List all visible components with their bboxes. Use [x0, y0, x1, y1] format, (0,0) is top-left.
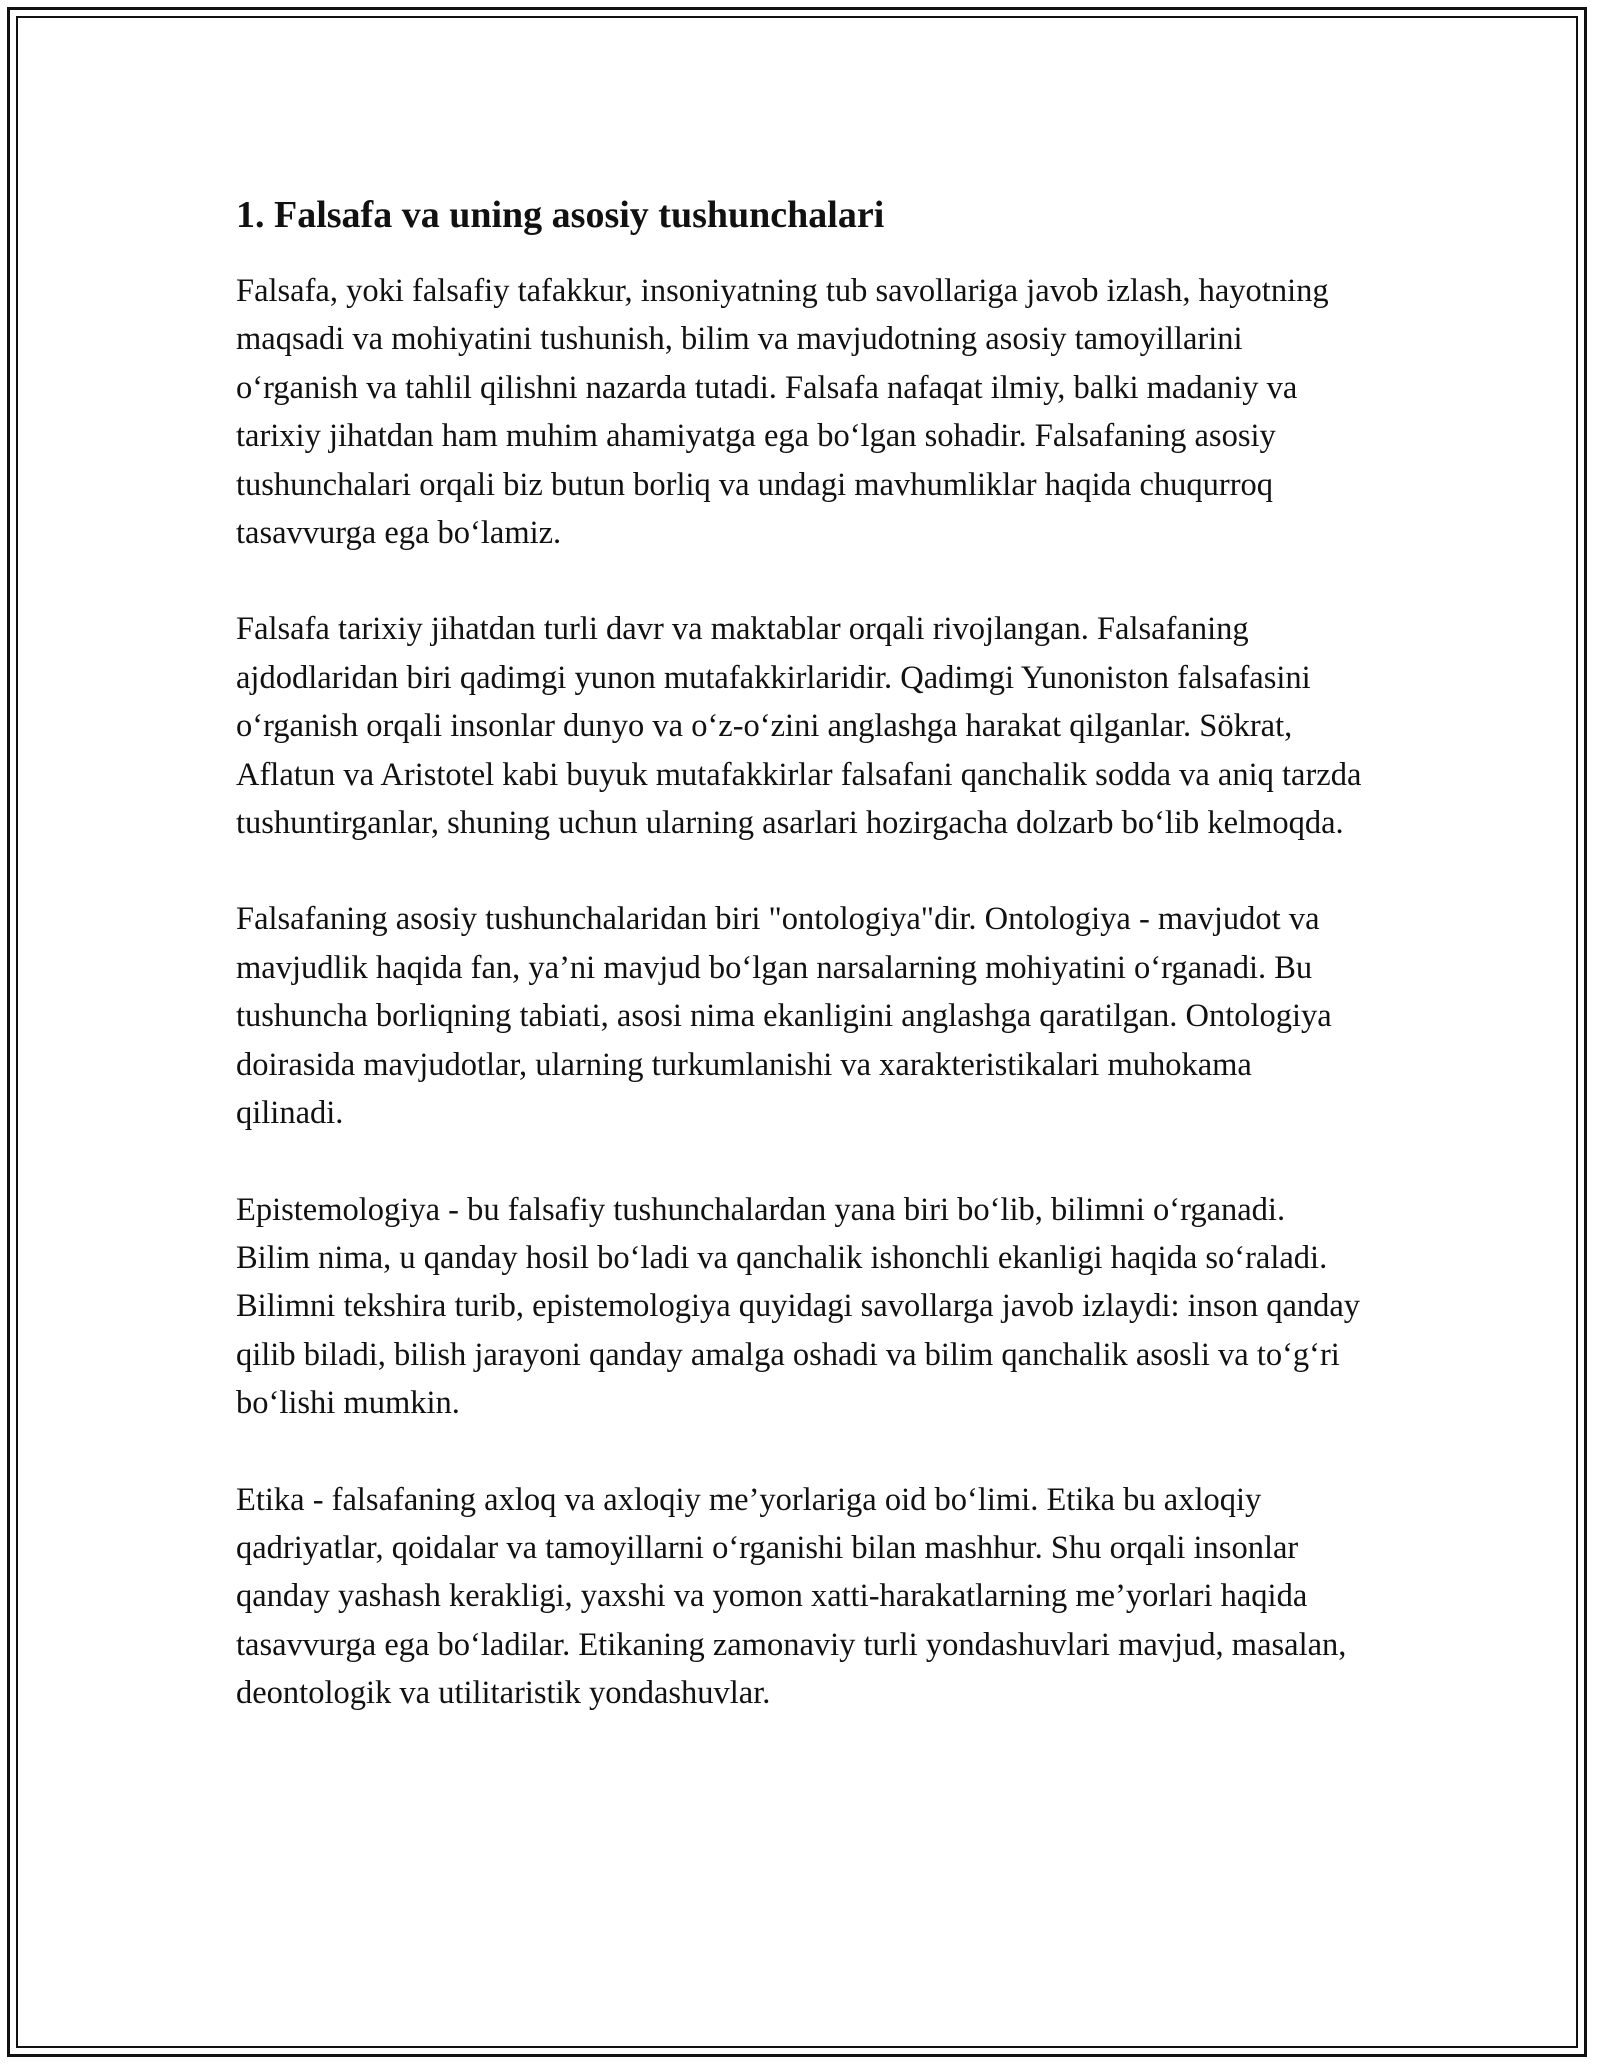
paragraph-introduction: Falsafa, yoki falsafiy tafakkur, insoniyatning tub savollariga javob izlash, hayotning maqsadi va mohiyatini tushunish, bilim va mavjudotning asosiy tamoyillarini o‘rganish va tahlil qilishni nazarda tutadi. Falsafa nafaqat ilmiy, balki madaniy va tarixiy jihatdan ham muhim ahamiyatga ega bo‘lgan sohadir. Falsafaning asosiy tushunchalari orqali biz butun borliq va undagi mavhumliklar haqida chuqurroq tasavvurga ega bo‘lamiz. — [236, 273, 1329, 552]
paragraph-epistemology: Epistemologiya - bu falsafiy tushunchalardan yana biri bo‘lib, bilimni o‘rganadi. Bilim nima, u qanday hosil bo‘ladi va qanchalik ishonchli ekanligi haqida so‘raladi. Bilimni tekshira turib, epistemologiya quyidagi savollarga javob izlaydi: inson qanday qilib biladi, bilish jarayoni qanday amalga oshadi va bilim qanchalik asosli va to‘g‘ri bo‘lishi mumkin. — [236, 1191, 1361, 1422]
paragraph-ontology: Falsafaning asosiy tushunchalaridan biri "ontologiya"dir. Ontologiya - mavjudot va mavjudlik haqida fan, ya’ni mavjud bo‘lgan narsalarning mohiyatini o‘rganadi. Bu tushuncha borliqning tabiati, asosi nima ekanligini anglashga qaratilgan. Ontologiya doirasida mavjudotlar, ularning turkumlanishi va xarakteristikalari muhokama qilinadi. — [236, 901, 1332, 1132]
paragraph-ethics: Etika - falsafaning axloq va axloqiy me’yorlariga oid bo‘limi. Etika bu axloqiy qadriyatlar, qoidalar va tamoyillarni o‘rganishi bilan mashhur. Shu orqali insonlar qanday yashash kerakligi, yaxshi va yomon xatti-harakatlarning me’yorlari haqida tasavvurga ega bo‘ladilar. Etikaning zamonaviy turli yondashuvlari mavjud, masalan, deontologik va utilitaristik yondashuvlar. — [236, 1481, 1347, 1712]
paragraph-history: Falsafa tarixiy jihatdan turli davr va maktablar orqali rivojlangan. Falsafaning ajdodlaridan biri qadimgi yunon mutafakkirlaridir. Qadimgi Yunoniston falsafasini o‘rganish orqali insonlar dunyo va o‘z-o‘zini anglashga harakat qilganlar. Sökrat, Aflatun va Aristotel kabi buyuk mutafakkirlar falsafani qanchalik sodda va aniq tarzda tushuntirganlar, shuning uchun ularning asarlari hozirgacha dolzarb bo‘lib kelmoqda. — [236, 611, 1362, 842]
document-body — [236, 185, 1366, 1718]
section-heading: 1. Falsafa va uning asosiy tushunchalari — [236, 194, 885, 236]
